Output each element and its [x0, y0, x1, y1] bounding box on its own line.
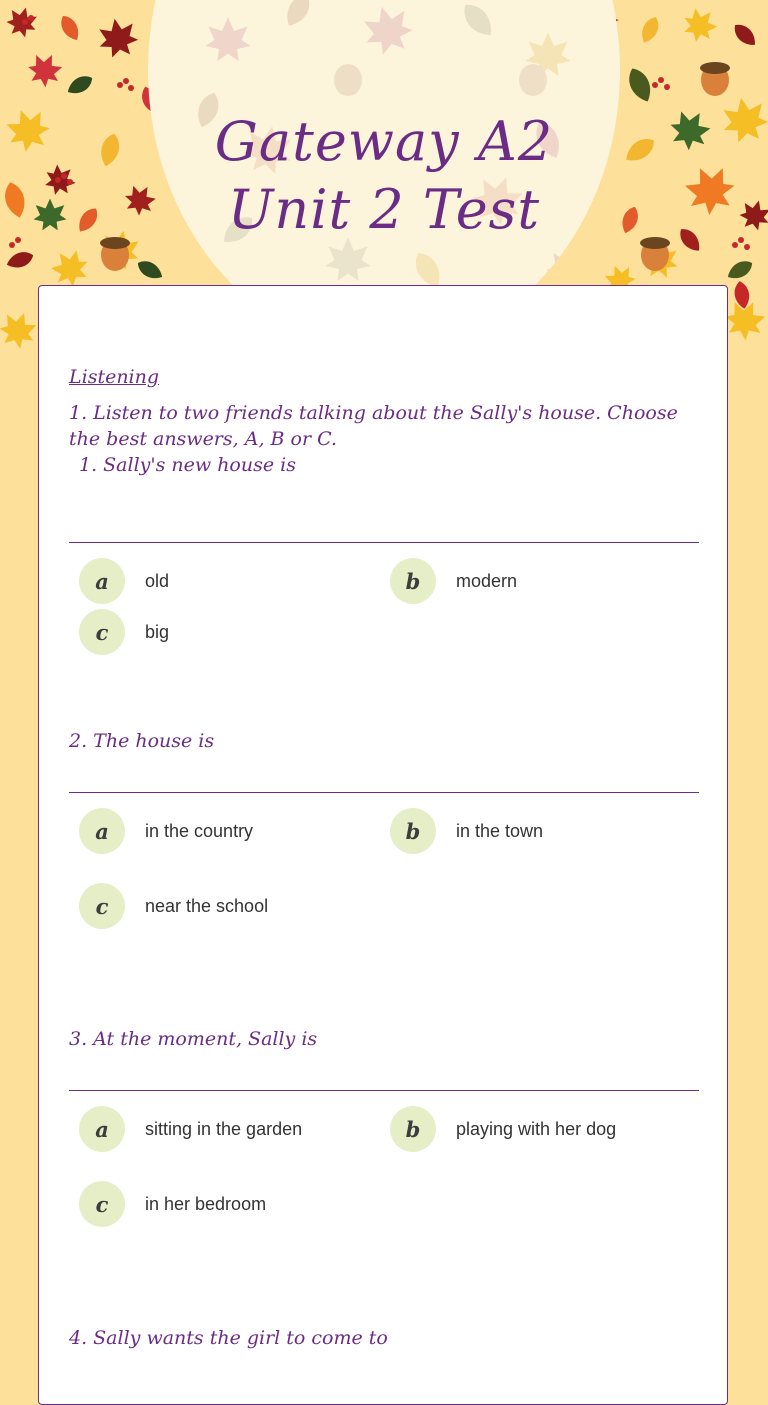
option-letter-badge: c — [79, 883, 125, 929]
answer-line — [69, 1090, 699, 1091]
question-1 — [69, 400, 699, 478]
option-letter-badge: c — [79, 1181, 125, 1227]
question-2: 2. The house is — [69, 730, 215, 752]
option-text: big — [145, 621, 170, 642]
question-3: 3. At the moment, Sally is — [69, 1028, 318, 1050]
option-text: playing with her dog — [456, 1118, 617, 1139]
question-3-option-c[interactable] — [79, 1181, 266, 1227]
option-text: in her bedroom — [145, 1193, 267, 1214]
worksheet-card — [38, 285, 728, 1405]
answer-line — [69, 792, 699, 793]
question-2-option-c[interactable] — [79, 883, 268, 929]
option-text: in the country — [145, 820, 254, 841]
question-3-option-a[interactable] — [79, 1106, 302, 1152]
option-letter-badge: c — [79, 609, 125, 655]
option-text: near the school — [145, 895, 269, 916]
question-1-option-a[interactable] — [79, 558, 169, 604]
page-title — [0, 108, 768, 244]
option-letter-badge: b — [390, 1106, 436, 1152]
question-1-option-c[interactable] — [79, 609, 169, 655]
title-line-2: Unit 2 Test — [227, 178, 541, 241]
answer-line — [69, 542, 699, 543]
question-4: 4. Sally wants the girl to come to — [69, 1327, 388, 1349]
option-text: in the town — [456, 820, 544, 841]
section-label: Listening — [69, 366, 160, 388]
question-1-subtext: 1. Sally's new house is — [79, 454, 296, 476]
question-1-option-b[interactable] — [390, 558, 517, 604]
title-line-1: Gateway A2 — [214, 110, 554, 173]
option-letter-badge: a — [79, 1106, 125, 1152]
option-letter-badge: a — [79, 808, 125, 854]
question-2-option-b[interactable] — [390, 808, 543, 854]
option-text: old — [145, 570, 170, 591]
question-1-text: 1. Listen to two friends talking about the Sally's house. Choose the best answers, A, B or C. — [69, 402, 678, 450]
option-letter-badge: a — [79, 558, 125, 604]
question-2-option-a[interactable] — [79, 808, 253, 854]
option-text: modern — [456, 570, 518, 591]
option-letter-badge: b — [390, 808, 436, 854]
question-3-option-b[interactable] — [390, 1106, 616, 1152]
option-letter-badge: b — [390, 558, 436, 604]
option-text: sitting in the garden — [145, 1118, 303, 1139]
